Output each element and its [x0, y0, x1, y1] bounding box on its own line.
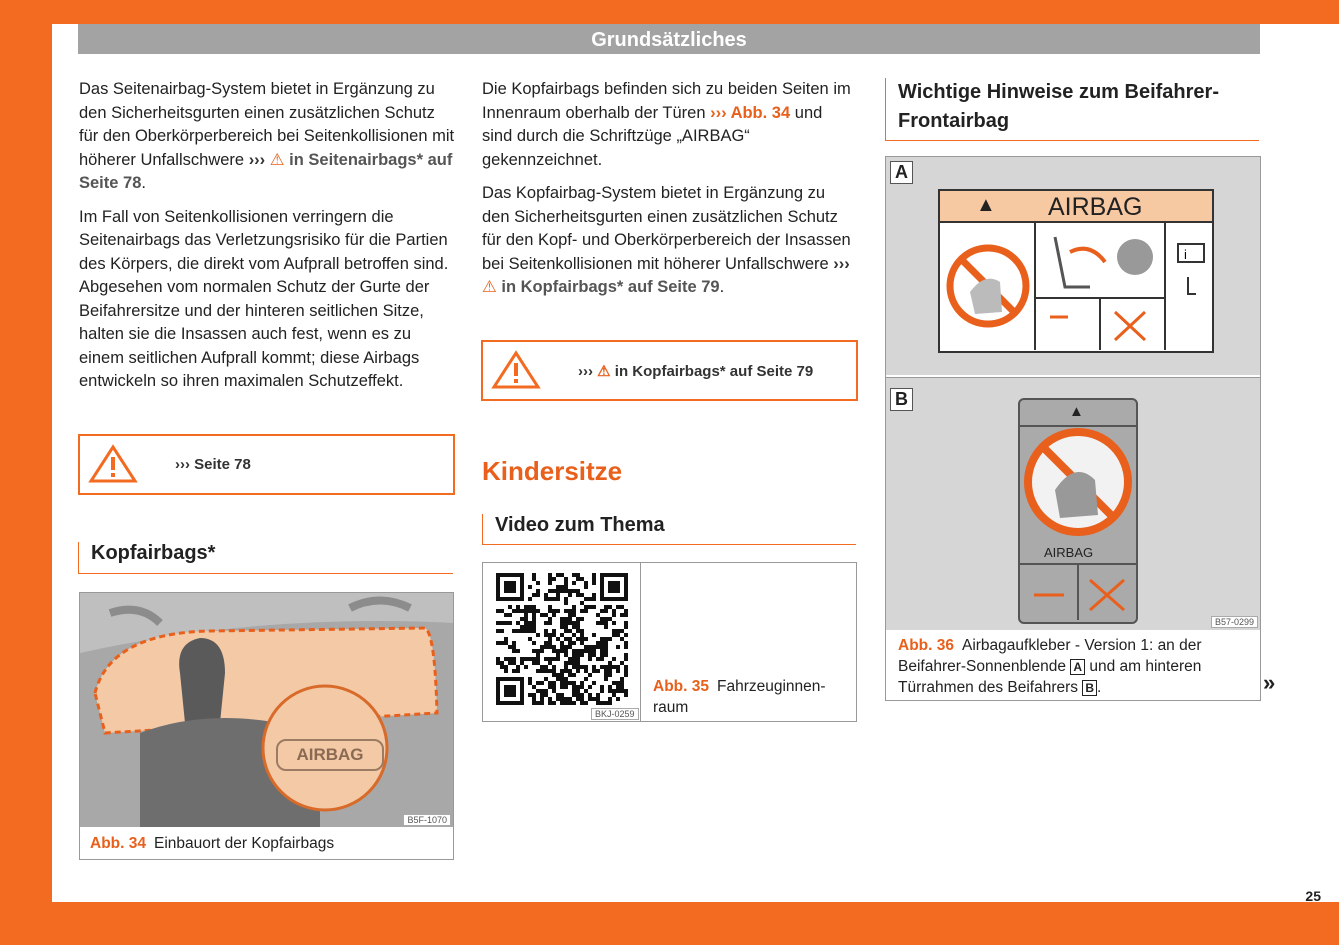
figure-34-caption	[90, 833, 334, 854]
figure-35	[482, 562, 857, 722]
col2-warning-text: in Kopfairbags* auf Seite 79	[614, 363, 814, 380]
col1-paragraph-2: Im Fall von Seitenkollisionen verringern die Seitenairbags das Verletzungsrisiko für die Partien des Körpers, die direkt vom Aufprall betroffen sind. Abgesehen vom normalen Schutz der Gurte der Beifahrersitze und der hinteren seitlichen Sitze, halten sie die Insassen auch fest, wenn es zu einem seitlichen Aufprall kommt; diese Airbags entwickeln so ihren maximalen Schutzeffekt.	[79, 207, 449, 390]
col1-p1-arrow: ›››	[248, 150, 266, 169]
qr-code-icon[interactable]	[496, 573, 628, 705]
sticker-b-pictograms	[1020, 400, 1136, 622]
section-title-beifahrer-frontairbag: Wichtige Hinweise zum Beifahrer-Frontairbag	[885, 78, 1259, 141]
sticker-a-header	[940, 191, 1212, 223]
figure-36-code: B57-0299	[1211, 616, 1258, 628]
panel-a	[886, 157, 1260, 375]
col1-p1-ref-link[interactable]: in Seitenairbags* auf Seite 78	[79, 150, 453, 192]
col1-p1-text: Das Seitenairbag-System bietet in Ergänzung zu den Sicherheitsgurten einen zusätzlichen Schutz für den Oberkörperbereich bei Seitenkollisionen mit höherer Unfallschwere	[79, 80, 455, 169]
warning-triangle-icon: ▲	[1069, 403, 1084, 420]
figure-35-caption	[653, 676, 848, 718]
sticker-b	[1018, 398, 1138, 624]
col2-p2-arrow: ›››	[833, 254, 850, 273]
warning-triangle-icon	[88, 444, 138, 484]
warning-triangle-icon: ⚠	[597, 363, 611, 380]
caption-number: Abb. 36	[898, 637, 954, 654]
caption-text-2: und am hinteren Türrahmen des Beifahrers	[898, 658, 1202, 696]
panel-a-label: A	[890, 161, 913, 184]
caption-text: Fahrzeuginnenraum	[653, 678, 826, 716]
caption-box-b: B	[1082, 680, 1097, 696]
sticker-a-title: AIRBAG	[1048, 193, 1143, 221]
column-1	[79, 78, 457, 404]
chapter-title-kindersitze: Kindersitze	[482, 456, 623, 486]
bottom-strip	[0, 902, 1339, 945]
caption-number: Abb. 35	[653, 678, 709, 695]
col2-warning-arrow: ›››	[578, 363, 593, 380]
caption-box-a: A	[1070, 659, 1085, 675]
qr-panel	[483, 563, 641, 721]
continue-marker: »	[1263, 670, 1276, 695]
airbag-badge: AIRBAG	[276, 739, 384, 771]
caption-text: Einbauort der Kopfairbags	[153, 835, 335, 852]
caption-text-1: Airbagaufkleber - Version 1: an der Beifahrer-Sonnenblende	[898, 637, 1202, 675]
qr-code-id: BKJ-0259	[591, 708, 639, 720]
warning-triangle-icon	[491, 350, 541, 390]
warning-triangle-icon: ⚠	[269, 150, 285, 169]
panel-b	[886, 377, 1260, 630]
warning-triangle-icon: ▲	[976, 194, 996, 216]
caption-number: Abb. 34	[90, 835, 146, 852]
col2-warning-ref[interactable]	[578, 362, 813, 380]
col2-p1-text-a: Die Kopfairbags befinden sich zu beiden Seiten im Innenraum oberhalb der Türen	[482, 80, 851, 122]
col2-p2-text: Das Kopfairbag-System bietet in Ergänzung zu den Sicherheitsgurten einen zusätzlichen Schutz für den Kopf- und Oberkörperbereich der Insassen bei Seitenkollisionen mit höherer Unfallschwere	[482, 184, 851, 273]
col2-p1-text-b: und sind durch die Schriftzüge „AIRBAG“ gekennzeichnet.	[482, 103, 823, 169]
svg-text:i: i	[1184, 247, 1187, 262]
section-title-video: Video zum Thema	[482, 514, 856, 545]
col1-warning-ref[interactable]: ››› Seite 78	[175, 456, 251, 473]
warning-triangle-icon: ⚠	[482, 278, 497, 296]
sticker-b-title: AIRBAG	[1044, 545, 1094, 560]
car-interior-illustration	[80, 593, 453, 827]
column-2	[482, 78, 854, 310]
col2-warning-box	[481, 340, 858, 401]
figure-34	[79, 592, 454, 860]
col2-paragraph-2: Das Kopfairbag-System bietet in Ergänzung zu den Sicherheitsgurten einen zusätzlichen Schutz für den Kopf- und Oberkörperbereich der Insassen bei Seitenkollisionen mit höherer Unfallschwere ››› ⚠ in Kopfairbags* auf Seite 79.	[482, 184, 851, 296]
figure-36	[885, 156, 1261, 701]
col1-warning-box	[78, 434, 455, 495]
col2-figure-ref-link[interactable]: ››› Abb. 34	[710, 103, 791, 122]
page-number: 25	[1305, 888, 1321, 904]
col2-p2-ref-link[interactable]: in Kopfairbags* auf Seite 79	[501, 278, 720, 296]
col1-paragraph-1: Das Seitenairbag-System bietet in Ergänzung zu den Sicherheitsgurten einen zusätzlichen Schutz für den Oberkörperbereich bei Seitenkollisionen mit höherer Unfallschwere ››› ⚠ in Seitenairbags* auf Seite 78.	[79, 80, 455, 192]
figure-34-code: B5F-1070	[403, 814, 451, 826]
section-title-kopfairbags: Kopfairbags*	[78, 542, 453, 574]
col2-paragraph-1	[482, 78, 854, 172]
panel-b-label: B	[890, 388, 913, 411]
header-bar	[78, 24, 1260, 54]
sticker-a-pictograms	[940, 222, 1212, 350]
sticker-a	[938, 189, 1214, 353]
header-title: Grundsätzliches	[591, 29, 747, 51]
figure-36-caption: Abb. 36 Airbagaufkleber - Version 1: an der Beifahrer-Sonnenblende A und am hinteren Türrahmen des Beifahrers B .	[898, 637, 1202, 696]
